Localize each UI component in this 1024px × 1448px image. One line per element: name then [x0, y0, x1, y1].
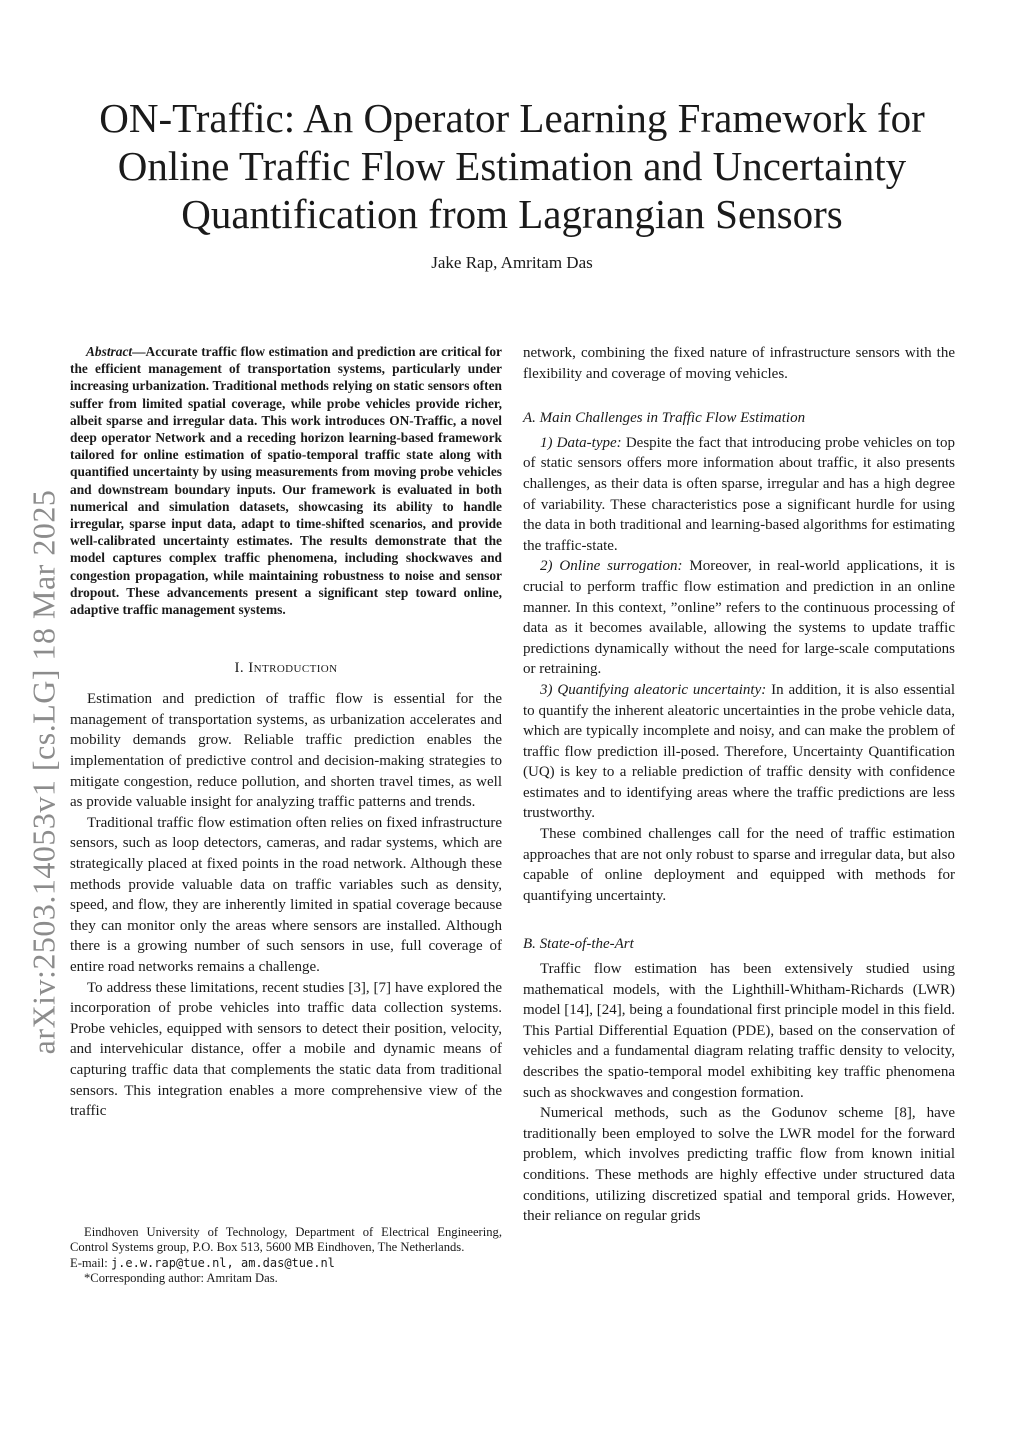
- section-heading-introduction-text: I. Introduction: [234, 660, 338, 677]
- challenge-data-type-title: 1) Data-type:: [540, 434, 622, 451]
- footnote-emails[interactable]: j.e.w.rap@tue.nl, am.das@tue.nl: [110, 1255, 335, 1270]
- challenge-uncertainty-text: In addition, it is also essential to quantify the inherent aleatoric uncertainties in the probe vehicle data, which are typically incomplete and noisy, and can make the problem of traffic flow prediction ill-posed. Therefore, Uncertainty Quantification (UQ) is key to a reliable prediction of traffic density with confidence estimates and to identifying areas where the traffic predictions are less trustworthy.: [523, 681, 956, 822]
- challenge-online-surrogation-text: Moreover, in real-world applications, it is crucial to perform traffic flow estimation and prediction in an online manner. In this context, ”online” refers to the continuous processing of data as it becomes available, allowing the systems to update traffic predictions dynamically without the need for large-scale computations or retraining.: [523, 558, 956, 678]
- footnote: [70, 1225, 502, 1287]
- abstract-label: Abstract: [86, 344, 133, 359]
- abstract: [70, 343, 502, 618]
- intro-paragraph-3: To address these limitations, recent studies [3], [7] have explored the incorporation of probe vehicles into traffic data collection systems. Probe vehicles, equipped with sensors to detect their position, velocity, and intervehicular distance, offer a mobile and dynamic means of capturing traffic data that complements the static data from traditional sensors. This integration enables a more comprehensive view of the traffic: [70, 979, 502, 1120]
- intro-paragraph-3-continued: network, combining the fixed nature of infrastructure sensors with the flexibility and coverage of moving vehicles.: [523, 345, 955, 382]
- right-column: [523, 343, 955, 1227]
- state-of-art-paragraph-2: Numerical methods, such as the Godunov scheme [8], have traditionally been employed to solve the LWR model for the forward problem, which involves predicting traffic flow from known initial conditions. These methods are highly effective under structured data conditions, utilizing discretized spatial and temporal grids. However, their reliance on regular grids: [523, 1105, 955, 1225]
- intro-paragraph-1: Estimation and prediction of traffic flow is essential for the management of transportation systems, as urbanization accelerates and mobility demands grow. Reliable traffic prediction enables the implementation of predictive control and decision-making strategies to mitigate congestion, reduce pollution, and shorten travel times, as well as provide valuable insight for analyzing traffic patterns and trends.: [70, 691, 502, 811]
- paper-title: ON-Traffic: An Operator Learning Framework for Online Traffic Flow Estimation and Uncertainty Quantification from Lagrangian Sensors: [99, 95, 925, 237]
- left-column: [70, 343, 502, 1122]
- footnote-corresponding: *Corresponding author: Amritam Das.: [84, 1271, 278, 1286]
- state-of-art-paragraph-1: Traffic flow estimation has been extensively studied using mathematical models, with the Lighthill-Whitham-Richards (LWR) model [14], [24], being a foundational first principle model in this field. This Partial Differential Equation (PDE), based on the conservation of vehicles and a fundamental diagram relating traffic density to velocity, describes the spatio-temporal model exhibiting key traffic phenomena such as shockwaves and congestion formation.: [523, 961, 955, 1101]
- challenges-closing-paragraph: These combined challenges call for the need of traffic estimation approaches that are not only robust to sparse and irregular data, but also capable of online deployment and equipped with methods for quantifying uncertainty.: [523, 826, 955, 904]
- abstract-text: —Accurate traffic flow estimation and prediction are critical for the efficient management of transportation systems, particularly under increasing urbanization. Traditional methods relying on static sensors often suffer from limited spatial coverage, while probe vehicles provide richer, albeit sparse and irregular data. This work introduces ON-Traffic, a novel deep operator Network and a receding horizon learning-based framework tailored for online estimation of spatio-temporal traffic state along with quantified uncertainty by using measurements from moving probe vehicles and downstream boundary inputs. Our framework is evaluated in both numerical and simulation datasets, showcasing its ability to handle irregular, sparse input data, adapt to time-shifted scenarios, and provide well-calibrated uncertainty estimates. The results demonstrate that the model captures complex traffic phenomena, including shockwaves and congestion propagation, while maintaining robustness to noise and sensor dropout. These advancements present a significant step toward online, adaptive traffic management systems.: [70, 344, 502, 618]
- section-heading-introduction: [70, 660, 502, 677]
- footnote-email-label: E-mail:: [70, 1255, 108, 1270]
- challenge-online-surrogation: [523, 556, 955, 680]
- arxiv-identifier: arXiv:2503.14053v1 [cs.LG] 18 Mar 2025: [25, 489, 62, 1055]
- subsection-heading-state-of-the-art: B. State-of-the-Art: [523, 936, 634, 953]
- subsection-heading-challenges: A. Main Challenges in Traffic Flow Estimation: [523, 410, 806, 427]
- footnote-email-line: [70, 1256, 502, 1271]
- author-list: Jake Rap, Amritam Das: [431, 253, 593, 272]
- challenge-online-surrogation-title: 2) Online surrogation:: [540, 558, 683, 575]
- challenge-uncertainty-title: 3) Quantifying aleatoric uncertainty:: [540, 681, 767, 698]
- challenge-data-type: [523, 433, 955, 557]
- intro-paragraph-2: Traditional traffic flow estimation often relies on fixed infrastructure sensors, such as loop detectors, cameras, and radar systems, which are strategically placed at fixed points in the road network. Although these methods provide valuable data on traffic variables such as density, speed, and flow, they are inherently limited in spatial coverage because they can monitor only the areas where sensors are installed. Although there is a growing number of such sensors in use, full coverage of entire road networks remains a challenge.: [70, 814, 502, 975]
- challenge-uncertainty: [523, 680, 955, 824]
- challenge-data-type-text: Despite the fact that introducing probe vehicles on top of static sensors offers more information about traffic, it also presents challenges, as their data is often sparse, irregular and has a high degree of variability. These characteristics pose a significant hurdle for using the data in both traditional and learning-based algorithms for estimating the traffic-state.: [523, 434, 955, 554]
- footnote-affiliation: Eindhoven University of Technology, Department of Electrical Engineering, Control Systems group, P.O. Box 513, 5600 MB Eindhoven, The Netherlands.: [70, 1225, 502, 1255]
